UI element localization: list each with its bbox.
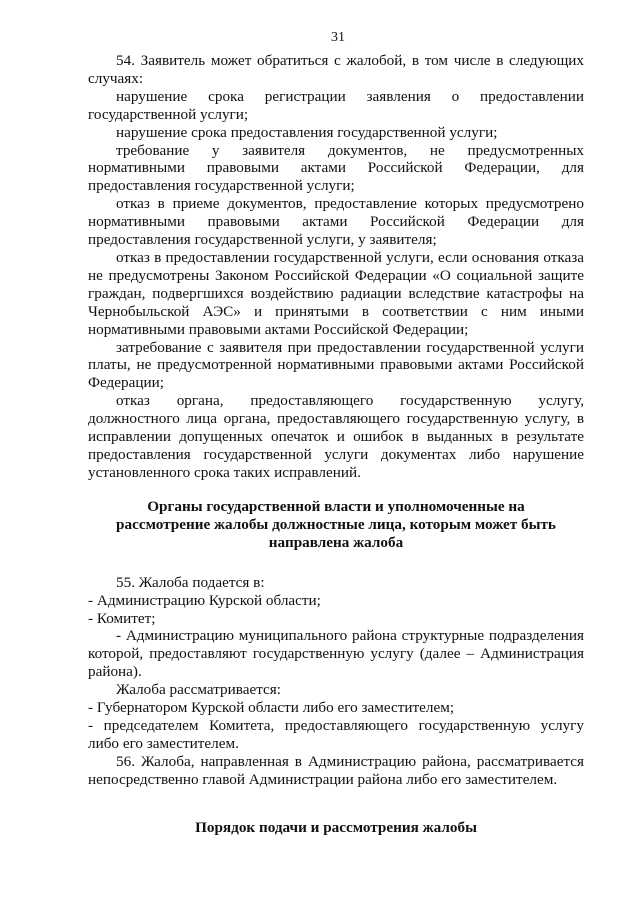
paragraph: 56. Жалоба, направленная в Администрацию района, рассматривается непосредственно главой Администрации района либо его заместителем. — [88, 752, 584, 788]
paragraph: отказ в предоставлении государственной услуги, если основания отказа не предусмотрены Законом Российской Федерации «О социальной защите граждан, подвергшихся воздействию радиации вследствие катастрофы на Чернобыльской АЭС» и принятыми в соответствии с ним иными нормативными правовыми актами Российской Федерации; — [88, 248, 584, 338]
list-item: - председателем Комитета, предоставляющего государственную услугу либо его заместителем. — [88, 717, 584, 752]
section-complaint-cases — [88, 52, 584, 482]
list-item: - Администрацию муниципального района структурные подразделения которой, предоставляют государственную услугу (далее – Администрация района). — [88, 627, 584, 681]
section-heading: Порядок подачи и рассмотрения жалобы — [195, 818, 477, 836]
page-number: 31 — [331, 30, 345, 45]
paragraph: затребование с заявителя при предоставлении государственной услуги платы, не предусмотренной нормативными правовыми актами Российской Федерации; — [88, 338, 584, 392]
list-item: - Губернатором Курской области либо его заместителем; — [88, 699, 455, 717]
paragraph: требование у заявителя документов, не предусмотренных нормативными правовыми актами Российской Федерации, для предоставления государственной услуги; — [88, 141, 584, 195]
list-item: - Комитет; — [88, 609, 156, 627]
section-heading: Органы государственной власти и уполномоченные на рассмотрение жалобы должностные лица, которым может быть направлена жалоба — [116, 497, 556, 551]
paragraph: Жалоба рассматривается: — [116, 681, 281, 699]
paragraph: отказ органа, предоставляющего государственную услугу, должностного лица органа, предоставляющего государственную услугу, в исправлении допущенных опечаток и ошибок в выданных в результате предоставления государственной услуги документах либо нарушение установленного срока таких исправлений. — [88, 392, 584, 481]
list-item: - Администрацию Курской области; — [88, 591, 321, 609]
paragraph: отказ в приеме документов, предоставление которых предусмотрено нормативными правовыми актами Российской Федерации для предоставления государственной услуги, у заявителя; — [88, 195, 584, 249]
paragraph: 54. Заявитель может обратиться с жалобой, в том числе в следующих случаях: — [88, 52, 584, 87]
section-complaint-recipients — [88, 574, 584, 789]
paragraph: 55. Жалоба подается в: — [116, 573, 265, 591]
paragraph: нарушение срока предоставления государственной услуги; — [116, 123, 498, 141]
paragraph: нарушение срока регистрации заявления о предоставлении государственной услуги; — [88, 87, 584, 123]
